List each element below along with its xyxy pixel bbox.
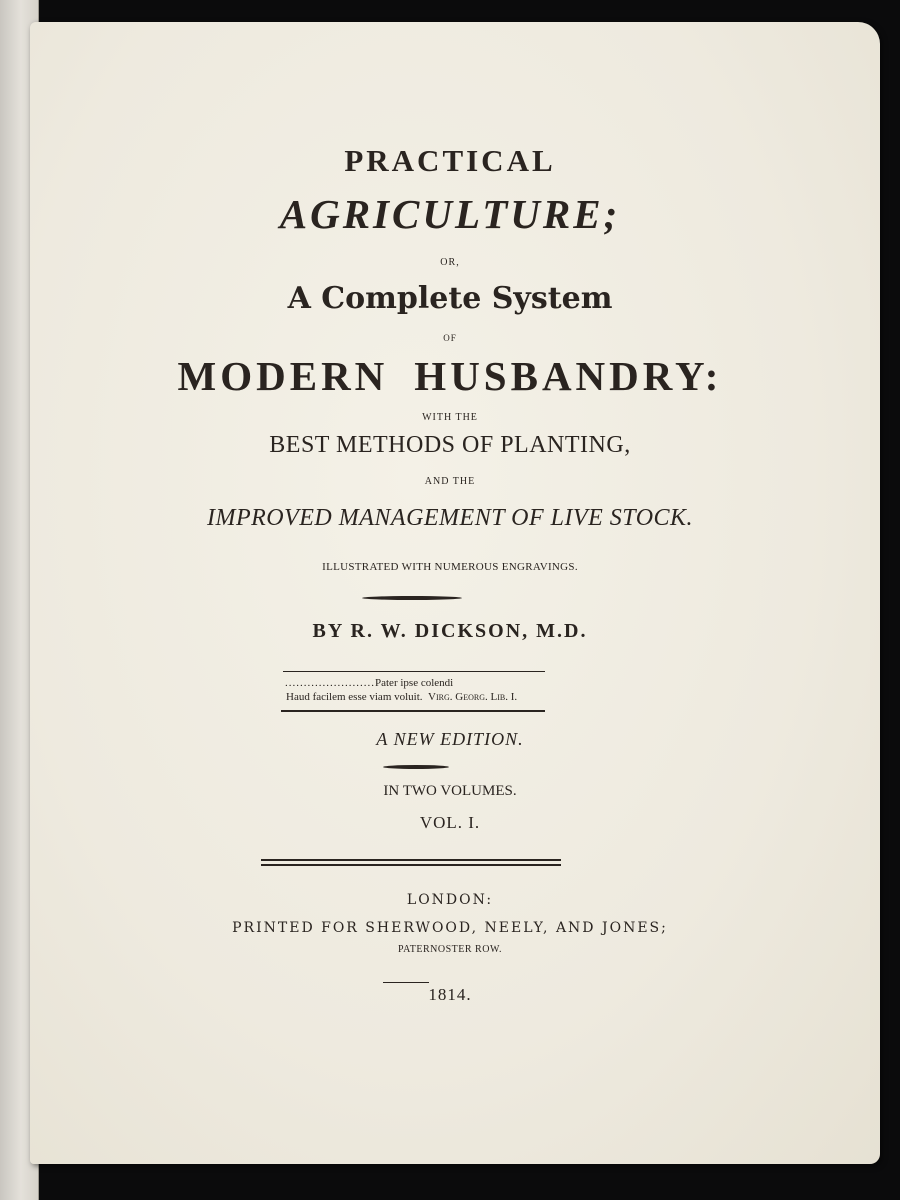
main-title-word-modern: MODERN: [177, 353, 389, 399]
epigraph-line-2: [283, 690, 545, 704]
ornamental-rule-lower: [383, 765, 449, 769]
imprint-place: LONDON:: [406, 892, 494, 908]
preposition-of: OF: [443, 333, 457, 343]
epigraph: [283, 676, 545, 704]
improved-management-line: IMPROVED MANAGEMENT OF LIVE STOCK.: [206, 505, 694, 531]
and-the: AND THE: [424, 476, 476, 487]
main-title-word-husbandry: HUSBANDRY:: [414, 353, 723, 399]
epigraph-rule-top: [283, 671, 545, 672]
epigraph-text-2: Haud facilem esse viam voluit.: [286, 691, 423, 703]
volume-number: VOL. I.: [419, 813, 481, 832]
illustrated-note: ILLUSTRATED WITH NUMEROUS ENGRAVINGS.: [322, 561, 578, 573]
epigraph-text-1: Pater ipse colendi: [375, 677, 454, 689]
best-methods-line: BEST METHODS OF PLANTING,: [269, 432, 631, 458]
volumes-line: IN TWO VOLUMES.: [383, 783, 517, 799]
double-rule-bottom: [261, 864, 561, 866]
imprint-street: PATERNOSTER ROW.: [398, 944, 502, 955]
subtitle-complete-system: A Complete System: [287, 281, 613, 316]
conjunction-or: OR,: [440, 257, 460, 268]
with-the: WITH THE: [422, 412, 478, 423]
ornamental-rule-upper: [362, 596, 462, 600]
double-rule-top: [261, 859, 561, 861]
main-title-modern-husbandry: [0, 352, 900, 400]
imprint-year: 1814.: [428, 985, 472, 1004]
author-line: BY R. W. DICKSON, M.D.: [312, 620, 588, 642]
epigraph-rule-bottom: [281, 710, 545, 712]
epigraph-dots: ........................: [285, 677, 375, 689]
epigraph-source: Virg. Georg. Lib. I.: [428, 691, 518, 703]
year-rule: [383, 982, 429, 983]
edition-line: A NEW EDITION.: [376, 729, 524, 749]
imprint-printer: PRINTED FOR SHERWOOD, NEELY, AND JONES;: [232, 920, 668, 936]
epigraph-line-1: [283, 676, 545, 690]
title-line-practical: PRACTICAL: [344, 143, 556, 178]
title-line-agriculture: AGRICULTURE;: [279, 191, 621, 237]
